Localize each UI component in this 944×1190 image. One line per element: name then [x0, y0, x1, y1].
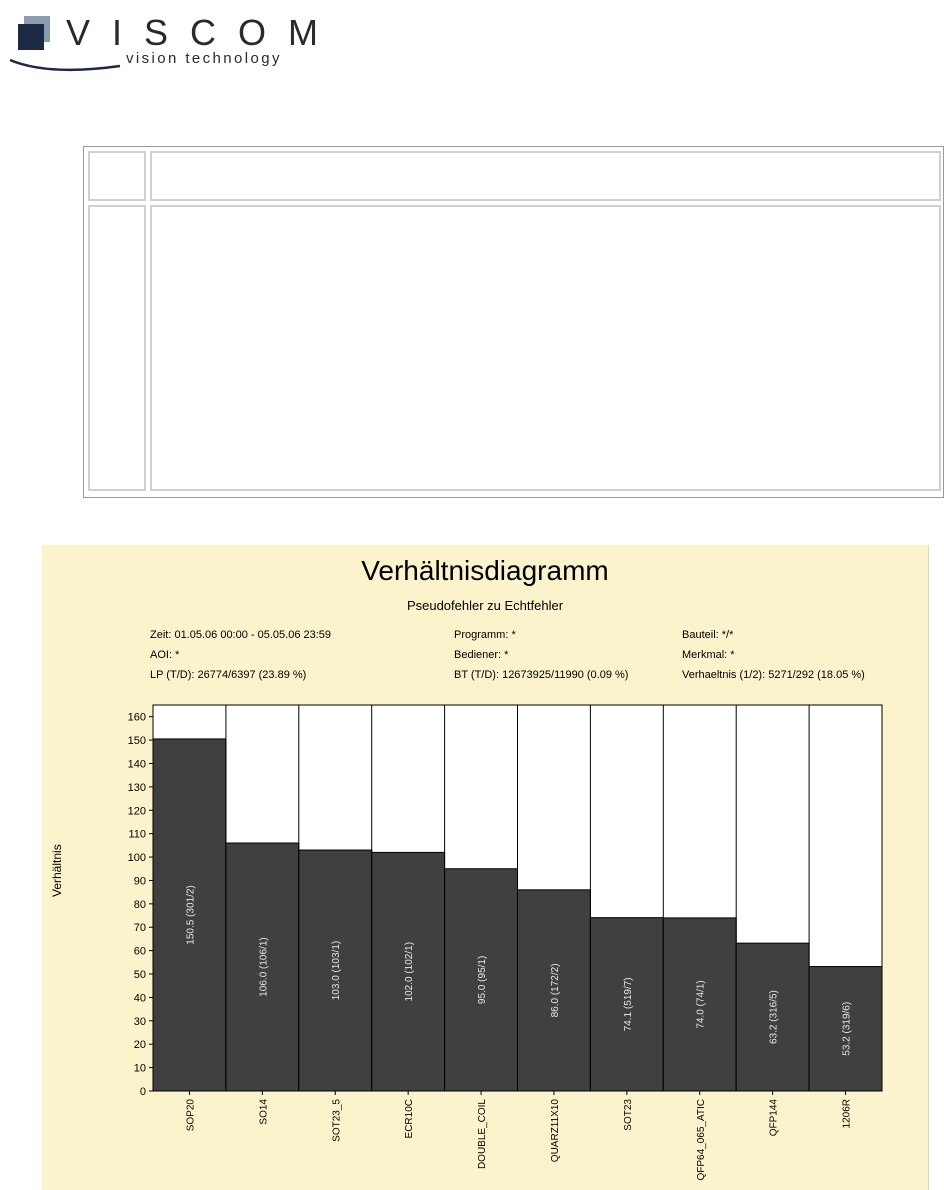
y-tick-label: 40 [133, 992, 146, 1005]
y-tick-label: 110 [128, 828, 146, 841]
y-tick-label: 160 [127, 711, 146, 724]
y-tick-label: 100 [127, 852, 146, 865]
y-tick-label: 70 [133, 922, 146, 935]
y-tick-label: 90 [133, 875, 146, 888]
x-tick-label: DOUBLE_COIL [477, 1099, 489, 1170]
y-tick-label: 140 [127, 758, 146, 771]
data-label: 102.0 (102/1) [404, 941, 416, 1002]
data-label: 106.0 (106/1) [258, 937, 270, 997]
x-tick-label: QUARZ11X10 [549, 1099, 561, 1163]
data-label: 150.5 (301/2) [185, 885, 197, 945]
table-cell-top-left [88, 151, 146, 201]
logo-swoosh-icon [8, 46, 128, 72]
y-axis-label: Verhältnis [50, 844, 64, 897]
x-tick-label: 1206R [841, 1099, 853, 1129]
info-aoi: AOI: * [150, 649, 180, 661]
bar-chart [42, 545, 928, 1190]
y-tick-label: 150 [127, 735, 146, 748]
x-tick-label: QFP144 [768, 1099, 780, 1137]
y-tick-label: 80 [133, 898, 146, 911]
y-tick-label: 0 [139, 1086, 146, 1098]
x-tick-label: SOP20 [185, 1099, 197, 1132]
viscom-logo [8, 10, 341, 72]
x-tick-label: SO14 [258, 1099, 270, 1125]
info-programm: Programm: * [454, 629, 516, 641]
data-label: 86.0 (172/2) [549, 963, 561, 1018]
logo-tagline: vision technology [126, 50, 282, 67]
y-tick-label: 30 [133, 1015, 146, 1028]
y-tick-label: 10 [133, 1062, 146, 1075]
info-merkmal: Merkmal: * [682, 649, 735, 661]
info-bauteil: Bauteil: */* [682, 629, 734, 641]
x-tick-label: ECR10C [404, 1099, 416, 1139]
info-zeit: Zeit: 01.05.06 00:00 - 05.05.06 23:59 [150, 629, 332, 641]
data-label: 63.2 (316/5) [768, 990, 780, 1045]
logo-wordmark: VISCOM [66, 12, 341, 53]
x-tick-label: SOT23_5 [331, 1099, 343, 1142]
table-cell-top-right [150, 151, 941, 201]
y-tick-label: 50 [133, 969, 146, 982]
data-label: 74.0 (74/1) [695, 980, 707, 1029]
y-tick-label: 60 [133, 945, 146, 958]
table-cell-bottom-right [150, 205, 941, 491]
y-tick-label: 130 [127, 781, 146, 794]
chart-subtitle: Pseudofehler zu Echtfehler [406, 598, 564, 613]
y-tick-label: 120 [127, 805, 146, 818]
chart-panel [42, 545, 929, 1190]
x-tick-label: SOT23 [622, 1099, 634, 1131]
info-lp: LP (T/D): 26774/6397 (23.89 %) [150, 669, 307, 681]
y-tick-label: 20 [133, 1039, 146, 1052]
data-label: 53.2 (319/6) [841, 1001, 853, 1056]
x-tick-label: QFP64_065_ATIC [695, 1099, 707, 1181]
data-label: 95.0 (95/1) [477, 955, 489, 1005]
data-label: 103.0 (103/1) [331, 940, 343, 1001]
info-bt: BT (T/D): 12673925/11990 (0.09 %) [454, 669, 629, 681]
info-bediener: Bediener: * [454, 649, 509, 661]
chart-title: Verhältnisdiagramm [361, 555, 609, 586]
info-verhaeltnis: Verhaeltnis (1/2): 5271/292 (18.05 %) [682, 669, 865, 681]
table-cell-bottom-left [88, 205, 146, 491]
empty-table-frame [83, 146, 944, 498]
data-label: 74.1 (519/7) [622, 977, 634, 1032]
